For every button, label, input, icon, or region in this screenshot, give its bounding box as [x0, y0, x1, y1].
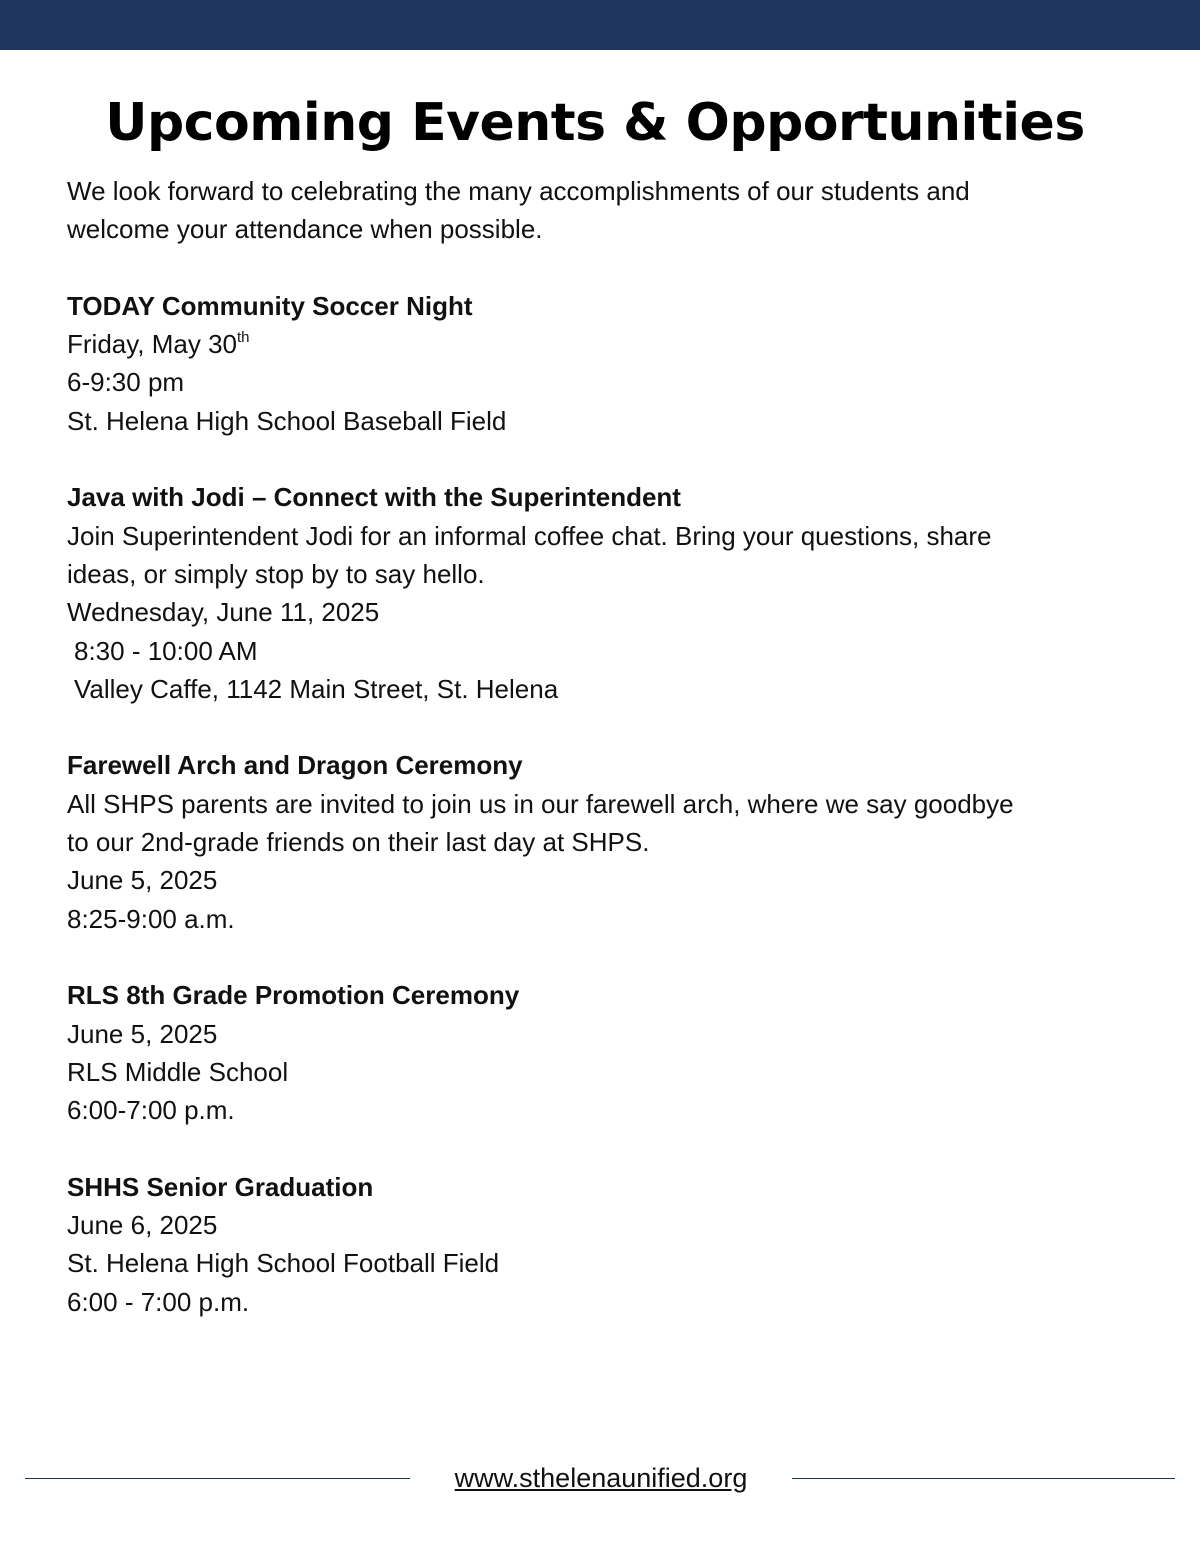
event-farewell-arch — [67, 746, 1157, 937]
event-title: RLS 8th Grade Promotion Ceremony — [67, 980, 520, 1011]
footer-divider-right — [792, 1478, 1175, 1479]
event-description: Join Superintendent Jodi for an informal coffee chat. Bring your questions, share — [67, 520, 992, 551]
content — [67, 172, 1157, 1321]
event-date: Wednesday, June 11, 2025 — [67, 597, 380, 628]
event-title: Farewell Arch and Dragon Ceremony — [67, 750, 523, 781]
event-shhs-graduation — [67, 1168, 1157, 1321]
event-date: June 5, 2025 — [67, 1018, 218, 1049]
event-time: 8:25-9:00 a.m. — [67, 903, 235, 934]
event-time: 6:00 - 7:00 p.m. — [67, 1286, 250, 1317]
event-description: to our 2nd-grade friends on their last day at SHPS. — [67, 827, 650, 858]
date-suffix: th — [237, 328, 250, 346]
event-date — [67, 325, 1157, 363]
event-description: All SHPS parents are invited to join us in our farewell arch, where we say goodbye — [67, 788, 1014, 819]
header-bar — [0, 0, 1200, 50]
event-date-text: Friday, May 30 — [67, 329, 238, 360]
intro-text — [67, 172, 1157, 249]
event-date: June 6, 2025 — [67, 1210, 218, 1241]
event-time: 6:00-7:00 p.m. — [67, 1095, 235, 1126]
event-title: Java with Jodi – Connect with the Superintendent — [67, 482, 681, 513]
footer-divider-left — [25, 1478, 410, 1479]
event-java-with-jodi — [67, 478, 1157, 708]
event-rls-promotion — [67, 976, 1157, 1129]
website-link[interactable]: www.sthelenaunified.org — [454, 1463, 748, 1493]
event-soccer-night — [67, 287, 1157, 440]
event-description: ideas, or simply stop by to say hello. — [67, 558, 485, 589]
event-location: St. Helena High School Football Field — [67, 1248, 500, 1279]
event-location: Valley Caffe, 1142 Main Street, St. Helena — [74, 673, 559, 704]
event-title: TODAY Community Soccer Night — [67, 290, 473, 321]
event-time: 6-9:30 pm — [67, 367, 185, 398]
event-location: RLS Middle School — [67, 1056, 289, 1087]
footer — [0, 1458, 1200, 1498]
intro-line: We look forward to celebrating the many accomplishments of our students and — [67, 176, 970, 206]
intro-line: welcome your attendance when possible. — [67, 214, 543, 245]
event-location: St. Helena High School Baseball Field — [67, 405, 507, 436]
event-title: SHHS Senior Graduation — [67, 1171, 374, 1202]
page-title: Upcoming Events & Opportunities — [105, 93, 1085, 153]
event-date: June 5, 2025 — [67, 865, 218, 896]
event-time: 8:30 - 10:00 AM — [74, 635, 258, 666]
